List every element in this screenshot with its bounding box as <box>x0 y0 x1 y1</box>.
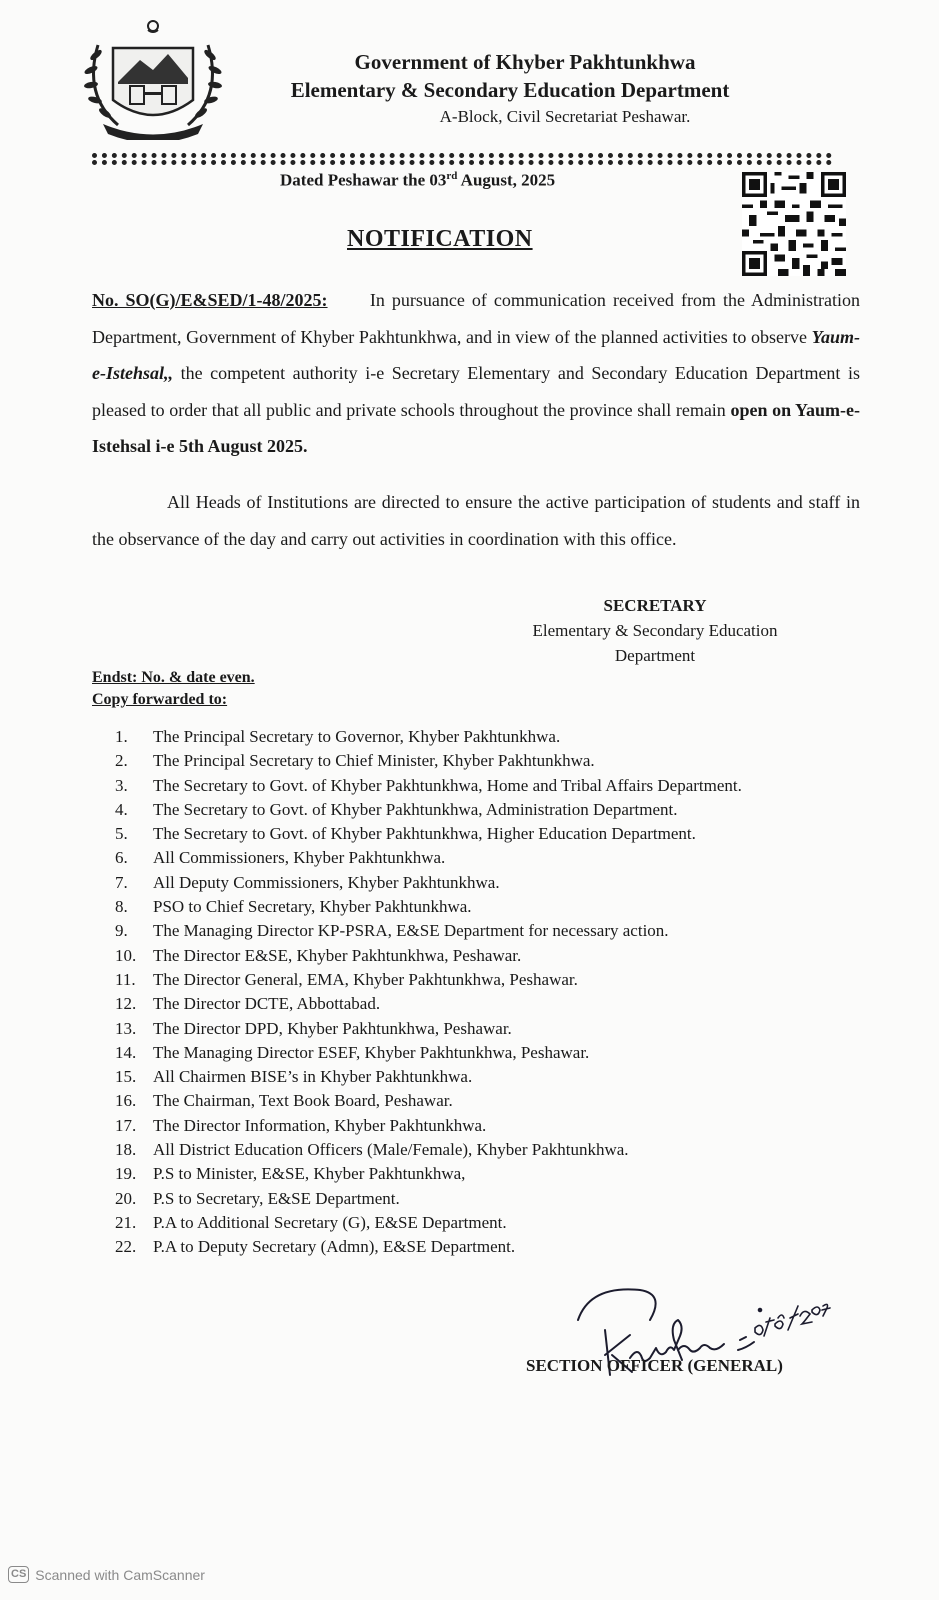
list-item-number: 19. <box>115 1164 137 1184</box>
list-item-text: The Director DCTE, Abbottabad. <box>153 994 381 1014</box>
list-item-number: 4. <box>115 799 128 819</box>
notification-paragraph-2: All Heads of Institutions are directed to ensure the active participation of students and staff in the observance of the day and carry out activities in coordination with this office. <box>92 492 860 549</box>
letterhead-address: A-Block, Civil Secretariat Peshawar. <box>439 107 691 126</box>
list-item-text: The Chairman, Text Book Board, Peshawar. <box>153 1091 453 1111</box>
list-item-text: The Principal Secretary to Governor, Khyber Pakhtunkhwa. <box>153 727 561 746</box>
list-item-text: All Commissioners, Khyber Pakhtunkhwa. <box>153 848 446 868</box>
list-item <box>115 1138 850 1162</box>
list-item-text: The Director E&SE, Khyber Pakhtunkhwa, Peshawar. <box>153 945 522 965</box>
list-item-number: 16. <box>115 1091 137 1111</box>
list-item-number: 21. <box>115 1212 137 1232</box>
list-item-number: 3. <box>115 775 128 795</box>
list-item <box>115 1114 850 1138</box>
list-item-number: 1. <box>115 727 128 746</box>
list-item-number: 22. <box>115 1237 137 1257</box>
camscanner-logo: CS <box>8 1566 29 1583</box>
paragraph-1-open: open on Yaum-e-Istehsal i-e 5th August 2025. <box>92 399 861 456</box>
camscanner-label: Scanned with CamScanner <box>35 1566 205 1583</box>
endorsement-line-1: Endst: No. & date even. <box>92 669 255 686</box>
list-item-number: 12. <box>115 994 137 1014</box>
list-item <box>115 1235 850 1259</box>
list-item-text: The Secretary to Govt. of Khyber Pakhtunkhwa, Home and Tribal Affairs Department. <box>153 775 742 795</box>
camscanner-watermark <box>8 1566 205 1583</box>
list-item-text: The Secretary to Govt. of Khyber Pakhtunkhwa, Higher Education Department. <box>153 824 696 844</box>
list-item-text: The Director General, EMA, Khyber Pakhtunkhwa, Peshawar. <box>153 969 578 989</box>
header-divider <box>92 153 832 158</box>
list-item-text: The Managing Director ESEF, Khyber Pakhtunkhwa, Peshawar. <box>153 1042 590 1062</box>
list-item <box>115 1211 850 1235</box>
secretary-block <box>500 593 810 668</box>
list-item-number: 18. <box>115 1140 137 1160</box>
notification-paragraph-1 <box>92 282 860 465</box>
list-item <box>115 919 850 943</box>
list-item <box>115 1089 850 1113</box>
endorsement <box>92 667 255 711</box>
dated-prefix: Dated Peshawar the 03 <box>280 170 447 190</box>
list-item-number: 15. <box>115 1067 137 1087</box>
list-item-text: P.A to Deputy Secretary (Admn), E&SE Department. <box>153 1237 516 1257</box>
list-item <box>115 1017 850 1041</box>
list-item <box>115 774 850 798</box>
dated-ordinal: rd <box>446 170 458 182</box>
list-item <box>115 725 850 749</box>
list-item <box>115 992 850 1016</box>
paragraph-1-text-a: In pursuance of communication received from the Administration Department, Government of Khyber Pakhtunkhwa, and in view of the planned activities to observe <box>92 290 861 347</box>
secretary-line-3: Department <box>614 646 696 665</box>
secretary-line-2: Elementary & Secondary Education <box>532 621 778 640</box>
dated-rest: August, 2025 <box>457 170 556 190</box>
paragraph-1-text-b: the competent authority i-e Secretary Elementary and Secondary Education Department is pleased to order that all public and private schools throughout the province shall remain <box>92 363 861 420</box>
list-item-text: P.S to Secretary, E&SE Department. <box>153 1188 400 1208</box>
list-item-number: 9. <box>115 921 128 941</box>
list-item-text: P.A to Additional Secretary (G), E&SE Department. <box>153 1212 507 1232</box>
list-item <box>115 968 850 992</box>
endorsement-line-2: Copy forwarded to: <box>92 691 228 708</box>
list-item <box>115 1065 850 1089</box>
dated-line <box>280 170 555 191</box>
list-item-number: 17. <box>115 1115 137 1135</box>
list-item-number: 2. <box>115 751 128 771</box>
notification-number: No. SO(G)/E&SED/1-48/2025: <box>92 290 328 310</box>
list-item-number: 11. <box>115 969 136 989</box>
list-item-text: The Principal Secretary to Chief Minister, Khyber Pakhtunkhwa. <box>153 751 595 771</box>
list-item-number: 13. <box>115 1018 137 1038</box>
list-item-text: The Secretary to Govt. of Khyber Pakhtunkhwa, Administration Department. <box>153 799 678 819</box>
list-item-text: P.S to Minister, E&SE, Khyber Pakhtunkhwa, <box>153 1164 466 1184</box>
letterhead <box>230 48 790 130</box>
recipients-list <box>115 725 850 1260</box>
list-item-text: The Director DPD, Khyber Pakhtunkhwa, Peshawar. <box>153 1018 512 1038</box>
list-item-text: All Chairmen BISE’s in Khyber Pakhtunkhwa. <box>153 1067 473 1087</box>
list-item <box>115 1041 850 1065</box>
paragraph-1-yaum: Yaum-e-Istehsal,, <box>92 326 861 383</box>
list-item <box>115 871 850 895</box>
section-officer-designation: SECTION OFFICER (GENERAL) <box>526 1356 783 1375</box>
list-item-number: 5. <box>115 824 128 844</box>
list-item-number: 7. <box>115 872 128 892</box>
list-item <box>115 822 850 846</box>
letterhead-department: Elementary & Secondary Education Department <box>290 78 730 102</box>
list-item <box>115 749 850 773</box>
list-item-number: 10. <box>115 945 137 965</box>
kp-government-emblem <box>78 20 228 140</box>
list-item-number: 14. <box>115 1042 137 1062</box>
list-item-number: 6. <box>115 848 128 868</box>
list-item-number: 20. <box>115 1188 137 1208</box>
list-item <box>115 846 850 870</box>
list-item-number: 8. <box>115 897 128 917</box>
list-item-text: The Managing Director KP-PSRA, E&SE Department for necessary action. <box>153 921 669 941</box>
list-item <box>115 1162 850 1186</box>
letterhead-government: Government of Khyber Pakhtunkhwa <box>354 50 696 74</box>
list-item <box>115 1187 850 1211</box>
qr-code <box>737 172 851 276</box>
list-item <box>115 798 850 822</box>
secretary-title: SECRETARY <box>603 596 707 615</box>
list-item-text: The Director Information, Khyber Pakhtunkhwa. <box>153 1115 487 1135</box>
notification-title: NOTIFICATION <box>347 226 533 252</box>
list-item-text: All District Education Officers (Male/Female), Khyber Pakhtunkhwa. <box>153 1140 629 1160</box>
list-item-text: PSO to Chief Secretary, Khyber Pakhtunkhwa. <box>153 897 472 917</box>
header-divider-2 <box>92 160 832 165</box>
list-item <box>115 895 850 919</box>
list-item-text: All Deputy Commissioners, Khyber Pakhtunkhwa. <box>153 872 500 892</box>
list-item <box>115 944 850 968</box>
